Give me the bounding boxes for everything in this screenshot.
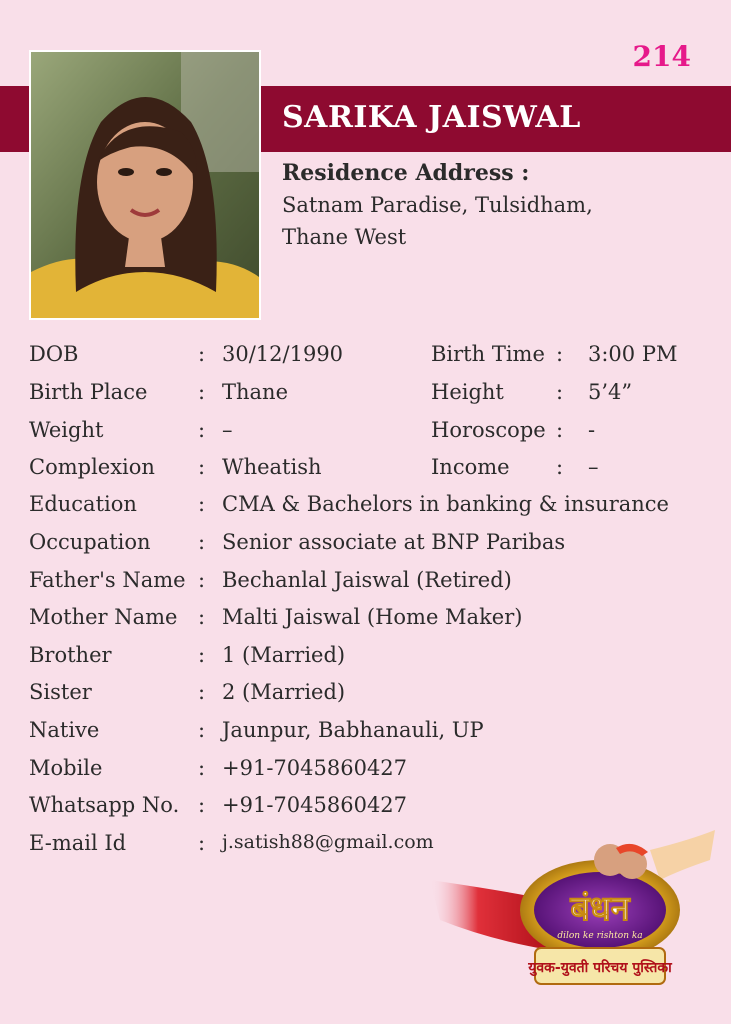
- detail-value: CMA & Bachelors in banking & insurance: [222, 492, 669, 516]
- separator: :: [198, 380, 206, 404]
- detail-label: Sister: [29, 680, 92, 704]
- detail-label: Height: [431, 380, 504, 404]
- detail-value: +91-7045860427: [222, 756, 408, 780]
- detail-label: E-mail Id: [29, 831, 127, 855]
- separator: :: [556, 342, 564, 366]
- separator: :: [198, 530, 206, 554]
- detail-value: j.satish88@gmail.com: [222, 831, 434, 853]
- separator: :: [198, 418, 206, 442]
- separator: :: [198, 718, 206, 742]
- detail-row-native: [0, 718, 731, 754]
- separator: :: [556, 455, 564, 479]
- detail-label: Mobile: [29, 756, 103, 780]
- detail-label: Education: [29, 492, 137, 516]
- detail-label: DOB: [29, 342, 79, 366]
- detail-value: 1 (Married): [222, 643, 346, 667]
- profile-photo: [29, 50, 261, 320]
- detail-value: Thane: [222, 380, 289, 404]
- logo-title: बंधन: [570, 889, 630, 929]
- separator: :: [198, 342, 206, 366]
- detail-value: Wheatish: [222, 455, 322, 479]
- separator: :: [556, 418, 564, 442]
- portrait-image: [31, 52, 259, 318]
- separator: :: [198, 568, 206, 592]
- detail-row-birth-place: [0, 380, 731, 416]
- detail-value: -: [588, 418, 596, 442]
- detail-label: Birth Place: [29, 380, 148, 404]
- logo-tagline: dilon ke rishton ka: [557, 931, 643, 941]
- detail-value: Malti Jaiswal (Home Maker): [222, 605, 523, 629]
- detail-row-father: [0, 568, 731, 604]
- separator: :: [198, 455, 206, 479]
- detail-row-whatsapp: [0, 793, 731, 829]
- detail-value: Bechanlal Jaiswal (Retired): [222, 568, 512, 592]
- detail-row-mobile: [0, 756, 731, 792]
- detail-value: +91-7045860427: [222, 793, 408, 817]
- detail-label: Income: [431, 455, 510, 479]
- detail-row-dob: [0, 342, 731, 378]
- detail-value: Jaunpur, Babhanauli, UP: [222, 718, 484, 742]
- detail-label: Whatsapp No.: [29, 793, 180, 817]
- detail-value: –: [588, 455, 599, 479]
- logo-subtitle: युवक-युवती परिचय पुस्तिका: [528, 960, 672, 976]
- separator: :: [198, 492, 206, 516]
- bandhan-logo: [420, 830, 720, 1010]
- separator: :: [198, 605, 206, 629]
- separator: :: [556, 380, 564, 404]
- detail-row-education: [0, 492, 731, 528]
- detail-row-brother: [0, 643, 731, 679]
- detail-label: Complexion: [29, 455, 155, 479]
- detail-label: Native: [29, 718, 100, 742]
- detail-value: 30/12/1990: [222, 342, 344, 366]
- address-heading: Residence Address :: [282, 160, 530, 186]
- detail-label: Birth Time: [431, 342, 545, 366]
- address-line-2: Thane West: [282, 225, 407, 249]
- page-number: 214: [632, 40, 691, 73]
- detail-value: Senior associate at BNP Paribas: [222, 530, 566, 554]
- detail-label: Weight: [29, 418, 104, 442]
- address-line-1: Satnam Paradise, Tulsidham,: [282, 193, 593, 217]
- profile-name: SARIKA JAISWAL: [282, 100, 581, 135]
- detail-label: Brother: [29, 643, 112, 667]
- detail-label: Horoscope: [431, 418, 546, 442]
- separator: :: [198, 793, 206, 817]
- separator: :: [198, 831, 206, 855]
- detail-row-mother: [0, 605, 731, 641]
- detail-row-occupation: [0, 530, 731, 566]
- detail-label: Father's Name: [29, 568, 186, 592]
- detail-value: 3:00 PM: [588, 342, 678, 366]
- detail-row-complexion: [0, 455, 731, 491]
- separator: :: [198, 680, 206, 704]
- detail-value: 5’4”: [588, 380, 633, 404]
- detail-value: 2 (Married): [222, 680, 346, 704]
- detail-row-weight: [0, 418, 731, 454]
- separator: :: [198, 643, 206, 667]
- detail-row-sister: [0, 680, 731, 716]
- separator: :: [198, 756, 206, 780]
- detail-label: Occupation: [29, 530, 151, 554]
- detail-label: Mother Name: [29, 605, 178, 629]
- detail-value: –: [222, 418, 233, 442]
